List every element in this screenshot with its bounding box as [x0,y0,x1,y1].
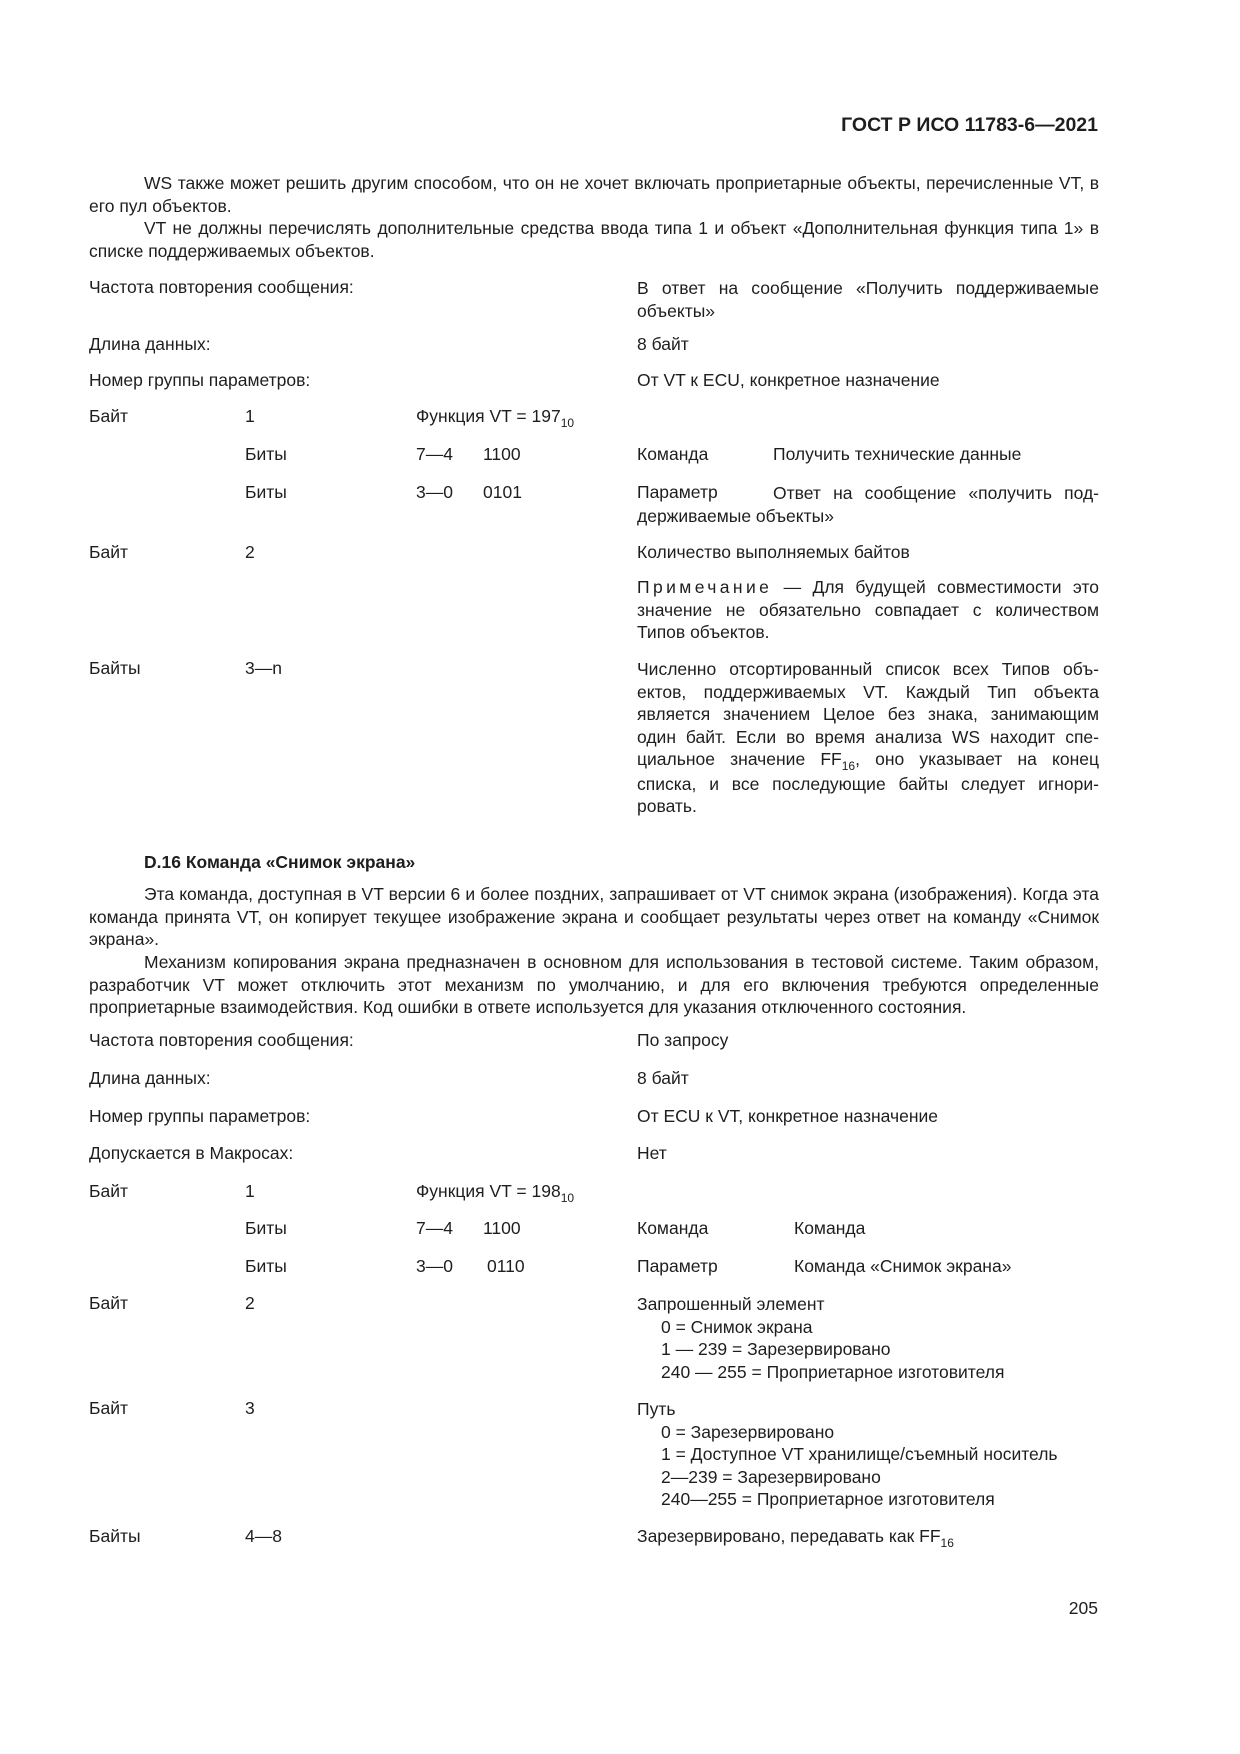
section-title: D.16 Команда «Снимок экрана» [144,852,416,872]
msg2-command-label: Команда [637,1218,709,1238]
msg2-byte3-title: Путь [637,1399,676,1419]
msg1-bits2-range: 3—0 [416,482,453,502]
msg2-command-value: Команда [794,1218,866,1238]
list-item: 1 = Доступное VT хранилище/съемный носитель [661,1444,1058,1464]
msg2-macro-label: Допускается в Макросах: [89,1143,294,1163]
msg1-bytes3-description: Численно отсортированный список всех Типов объектов, поддерживаемых VT. Каждый Тип объекта является значением Целое без знака, занимающим один байт. Если во время анализа WS находит специальное значение $FF_{16}$, оно указывает на конец списка, и все последующие байты следует игнорировать. [637,659,1100,816]
msg2-byte2-title: Запрошенный элемент [637,1294,825,1314]
msg1-freq-value: В ответ на сообщение «Получить поддерживаемые объекты» [637,278,1099,321]
msg1-pgn-value: От VT к ECU, конкретное назначение [637,370,940,390]
msg1-bits2-label: Биты [245,482,287,502]
msg2-bits1-value: 1100 [483,1218,521,1238]
msg1-byte2-number: 2 [245,542,255,562]
msg2-freq-value: По запросу [637,1030,729,1050]
msg2-function-code: Функция VT = $198_{10}$ [416,1181,575,1205]
msg2-bits2-value: 0110 [487,1256,525,1276]
msg1-len-value: 8 байт [637,334,689,354]
list-item: 0 = Зарезервировано [661,1421,835,1442]
msg1-bytes3-label: Байты [89,658,141,678]
msg2-byte2-description [637,1293,1004,1383]
page-number: 205 [1068,1598,1098,1618]
msg1-bits2-value: 0101 [483,482,522,502]
msg1-pgn-label: Номер группы параметров: [89,370,311,390]
msg2-byte1-label: Байт [89,1181,129,1201]
msg2-byte3-description [637,1398,1058,1511]
msg2-byte3-number: 3 [245,1398,255,1418]
msg2-macro-value: Нет [637,1143,667,1163]
msg2-freq-label: Частота повторения сообщения: [89,1030,354,1050]
document-id: ГОСТ Р ИСО 11783-6—2021 [841,114,1098,136]
intro-paragraph-2: VT не должны перечислять дополнительные средства ввода типа 1 и объект «Дополнительная функция типа 1» в списке поддерживаемых объектов. [89,218,1099,261]
msg2-bytes4-label: Байты [89,1526,141,1546]
msg1-parameter-value: Ответ на сообщение «получить поддерживаемые объекты» [637,483,1099,526]
section-paragraph-1: Эта команда, доступная в VT версии 6 и более поздних, запрашивает от VT снимок экрана (изображения). Когда эта команда принята VT, он копирует текущее изображение экрана и сообщает результаты через ответ на команду «Снимок экрана». [89,884,1099,949]
msg1-byte1-number: 1 [245,406,255,426]
msg1-bits1-value: 1100 [483,444,521,464]
msg1-byte2-description: Количество выполняемых байтов [637,542,910,562]
msg2-bits2-range: 3—0 [416,1256,453,1276]
msg1-function-code: Функция VT = $197_{10}$ [416,406,575,430]
list-item: 2—239 = Зарезервировано [661,1466,881,1487]
msg2-byte1-number: 1 [245,1181,255,1201]
list-item: 0 = Снимок экрана [661,1316,813,1337]
msg2-parameter-value: Команда «Снимок экрана» [794,1256,1012,1276]
msg2-len-label: Длина данных: [89,1068,211,1088]
msg2-bits2-label: Биты [245,1256,287,1276]
msg2-pgn-value: От ECU к VT, конкретное назначение [637,1106,939,1126]
msg2-bits1-range: 7—4 [416,1218,453,1238]
note-label: Примечание [637,577,773,597]
msg1-freq-label: Частота повторения сообщения: [89,277,354,297]
list-item: 1 — 239 = Зарезервировано [661,1339,891,1359]
msg2-bits1-label: Биты [245,1218,287,1238]
msg2-pgn-label: Номер группы параметров: [89,1106,311,1126]
msg1-bits1-label: Биты [245,444,287,464]
msg1-byte1-label: Байт [89,406,129,426]
msg1-bytes3-number: 3—n [245,658,282,678]
list-item: 240—255 = Проприетарное изготовителя [661,1489,995,1509]
msg1-parameter-label: Параметр [637,482,718,502]
msg1-command-label: Команда [637,444,709,464]
msg2-bytes4-number: 4—8 [245,1526,282,1546]
msg2-byte2-number: 2 [245,1293,255,1313]
msg1-len-label: Длина данных: [89,334,211,354]
msg2-bytes4-description: Зарезервировано, передавать как $FF_{16}$ [637,1526,954,1550]
msg1-command-value: Получить технические данные [773,444,1022,464]
msg2-parameter-label: Параметр [637,1256,718,1276]
msg2-byte3-label: Байт [89,1398,129,1418]
msg2-len-value: 8 байт [637,1068,689,1088]
msg1-bits1-range: 7—4 [416,444,453,464]
msg1-byte2-label: Байт [89,542,129,562]
list-item: 240 — 255 = Проприетарное изготовителя [661,1361,1005,1382]
intro-paragraph-1: WS также может решить другим способом, что он не хочет включать проприетарные объекты, перечисленные VT, в его пул объектов. [89,173,1099,216]
msg2-byte2-label: Байт [89,1293,129,1313]
msg1-note: Примечание — Для будущей совместимости это значение не обязательно совпадает с количеством Типов объектов. [637,577,1099,642]
section-paragraph-2: Механизм копирования экрана предназначен в основном для использования в тестовой системе. Таким образом, разработчик VT может отключить этот механизм по умолчанию, и для его включения требуются определенные проприетарные взаимодействия. Код ошибки в ответе используется для указания отключенного состояния. [89,952,1099,1017]
